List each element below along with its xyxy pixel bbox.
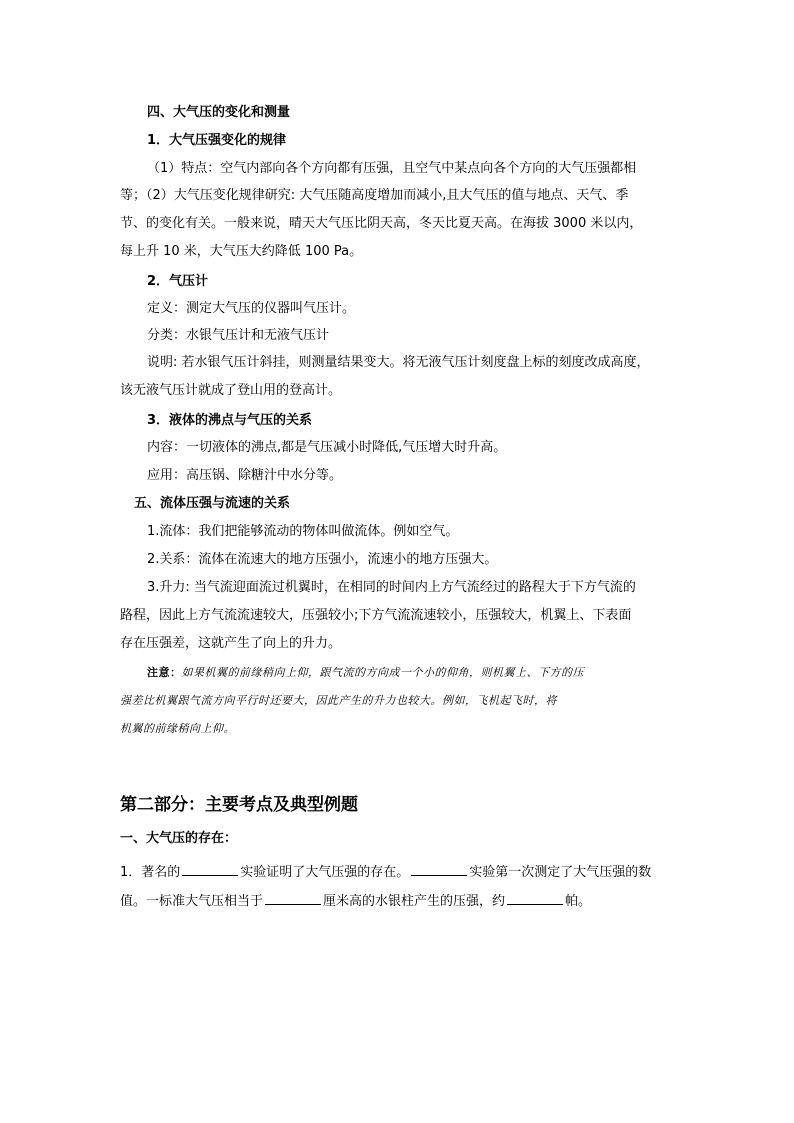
section-5-title: 五、流体压强与流速的关系: [134, 496, 291, 511]
note-line: 强差比机翼跟气流方向平行时还要大，因此产生的升力也较大。例如，飞机起飞时，将: [120, 694, 557, 707]
part-2-title: 第二部分：主要考点及典型例题: [120, 795, 358, 815]
barometer-explanation: 该无液气压计就成了登山用的登高计。: [120, 383, 342, 398]
lift-explanation: 路程，因此上方气流流速较大，压强较小;下方气流流速较小，压强较大，机翼上、下表面: [120, 608, 632, 623]
lift-explanation: 存在压强差，这就产生了向上的升力。: [120, 636, 342, 651]
question-text: 帕。: [565, 894, 592, 909]
answer-blank[interactable]: [265, 889, 321, 905]
question-1-line-1: [120, 860, 651, 883]
fluid-relation: 2.关系：流体在流速大的地方压强小，流速小的地方压强大。: [147, 552, 498, 567]
question-text: 厘米高的水银柱产生的压强，约: [323, 894, 506, 909]
note-text: 如果机翼的前缘稍向上仰，跟气流的方向成一个小的仰角，则机翼上、下方的压: [181, 666, 584, 679]
boiling-point-content: 内容：一切液体的沸点,都是气压减小时降低,气压增大时升高。: [147, 440, 507, 455]
paragraph-line: 节、的变化有关。一般来说，晴天大气压比阴天高，冬天比夏天高。在海拔 3000 米以内，: [120, 216, 643, 231]
fluid-definition: 1.流体：我们把能够流动的物体叫做流体。例如空气。: [147, 524, 459, 539]
answer-blank[interactable]: [411, 860, 467, 876]
section-4-title: 四、大气压的变化和测量: [147, 105, 291, 120]
lift-explanation: 3.升力: 当气流迎面流过机翼时，在相同的时间内上方气流经过的路程大于下方气流的: [147, 580, 636, 595]
heading-pressure-change-law: 1．大气压强变化的规律: [147, 133, 287, 148]
question-1-line-2: [120, 889, 591, 912]
question-text: 值。一标准大气压相当于: [120, 894, 264, 909]
boiling-point-application: 应用：高压锅、除糖汁中水分等。: [147, 468, 343, 483]
question-text: 1．著名的: [120, 865, 181, 880]
barometer-explanation: 说明: 若水银气压计斜挂，则测量结果变大。将无液气压计刻度盘上标的刻度改成高度，: [147, 355, 650, 370]
answer-blank[interactable]: [507, 889, 563, 905]
paragraph-line: 每上升 10 米，大气压大约降低 100 Pa。: [120, 244, 363, 259]
barometer-classification: 分类：水银气压计和无液气压计: [147, 328, 330, 343]
question-text: 实验证明了大气压强的存在。: [240, 865, 410, 880]
note-label: 注意：: [147, 666, 182, 679]
subsection-title: 一、大气压的存在：: [120, 831, 238, 846]
heading-barometer: 2．气压计: [147, 274, 209, 289]
barometer-definition: 定义：测定大气压的仪器叫气压计。: [147, 301, 356, 316]
note-line: 机翼的前缘稍向上仰。: [120, 722, 235, 735]
heading-boiling-point: 3．液体的沸点与气压的关系: [147, 413, 313, 428]
question-text: 实验第一次测定了大气压强的数: [469, 865, 652, 880]
answer-blank[interactable]: [182, 860, 238, 876]
paragraph-line: （1）特点：空气内部向各个方向都有压强，且空气中某点向各个方向的大气压强都相: [147, 161, 637, 176]
paragraph-line: 等；（2）大气压变化规律研究: 大气压随高度增加而减小,且大气压的值与地点、天气、季: [120, 188, 629, 203]
note-line: [147, 663, 584, 683]
